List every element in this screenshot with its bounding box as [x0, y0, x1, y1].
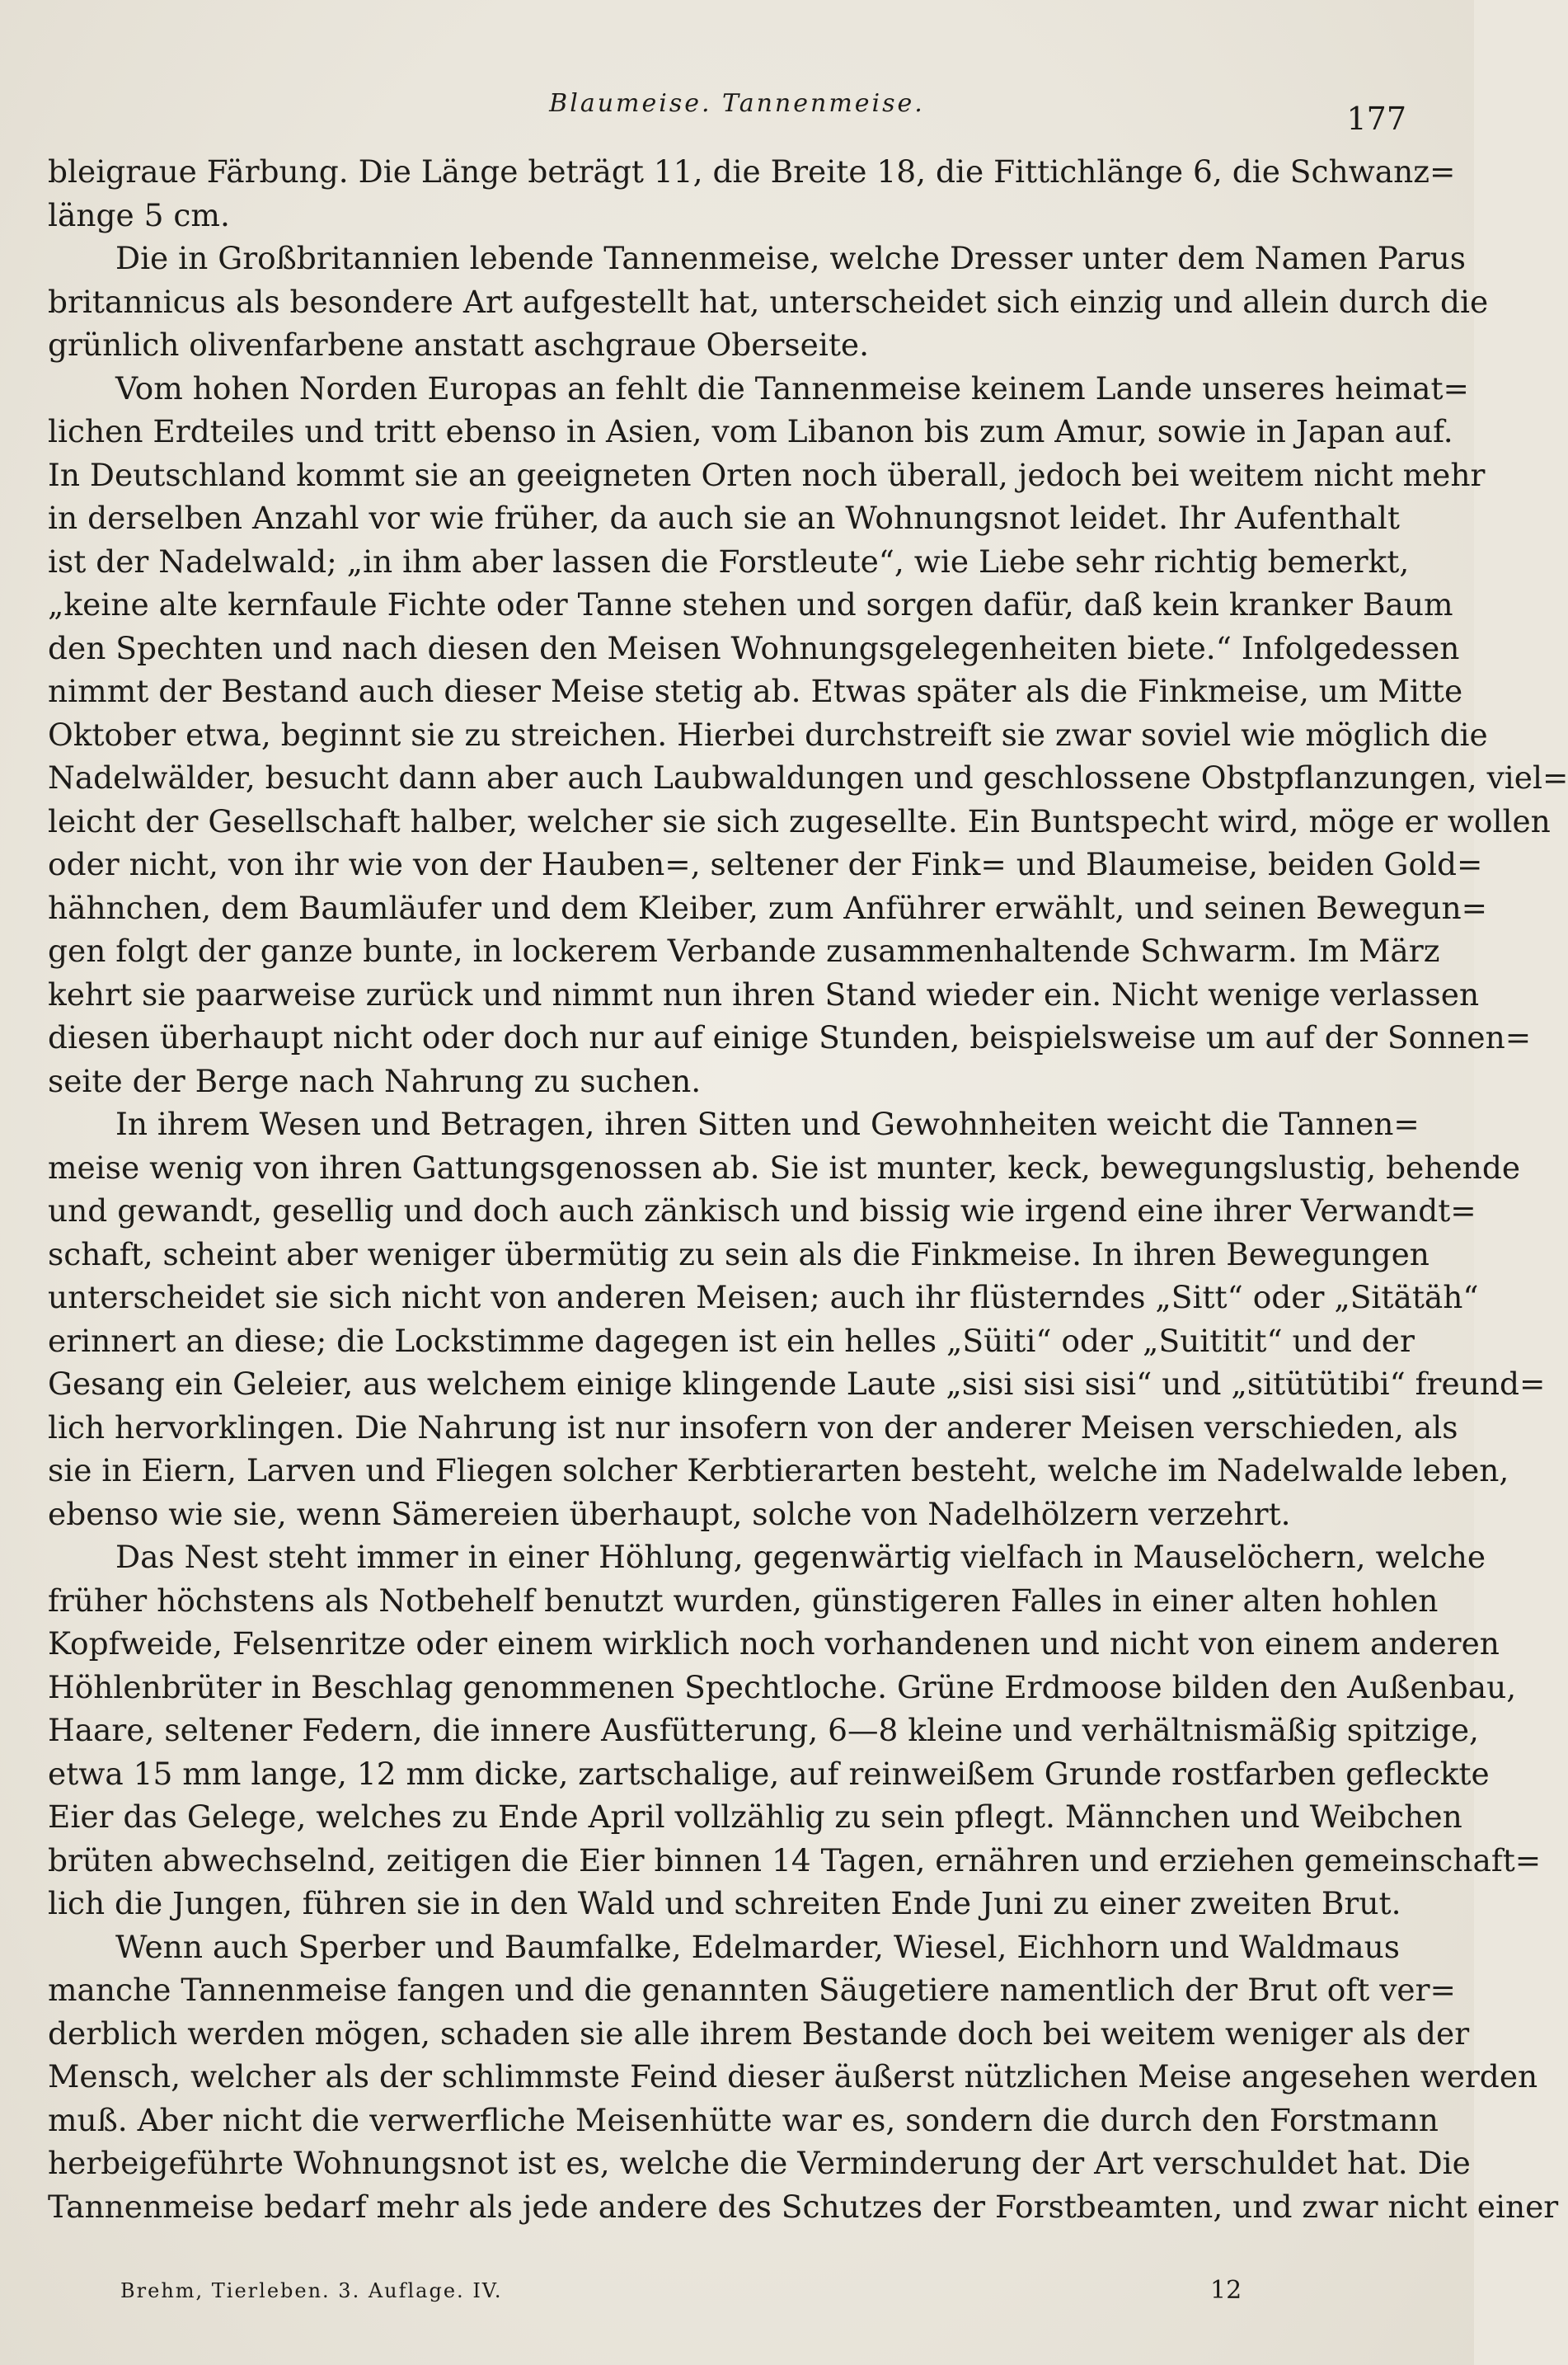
- text-line: etwa 15 mm lange, 12 mm dicke, zartschalige, auf reinweißem Grunde rostfarben gefleckte: [48, 1755, 1490, 1792]
- text-line: oder nicht, von ihr wie von der Hauben=, seltener der Fink= und Blaumeise, beiden Gold=: [48, 846, 1483, 882]
- text-line: gen folgt der ganze bunte, in lockerem Verbande zusammenhaltende Schwarm. Im März: [48, 933, 1440, 969]
- text-line: leicht der Gesellschaft halber, welcher sie sich zugesellte. Ein Buntspecht wird, möge er wollen: [48, 802, 1551, 839]
- text-line: Nadelwälder, besucht dann aber auch Laubwaldungen und geschlossene Obstpflanzungen, viel=: [48, 759, 1568, 796]
- text-line: früher höchstens als Notbehelf benutzt wurden, günstigeren Falles in einer alten hohlen: [48, 1582, 1439, 1619]
- text-line: lich hervorklingen. Die Nahrung ist nur insofern von der anderer Meisen verschieden, als: [48, 1408, 1458, 1446]
- text-line: britannicus als besondere Art aufgestellt hat, unterscheidet sich einzig und allein durch die: [48, 283, 1489, 320]
- text-line: bleigraue Färbung. Die Länge beträgt 11, die Breite 18, die Fittichlänge 6, die Schwanz=: [48, 153, 1456, 190]
- running-head: Blaumeise. Tannenmeise.: [549, 89, 925, 118]
- text-line: ebenso wie sie, wenn Sämereien überhaupt, solche von Nadelhölzern verzehrt.: [48, 1495, 1291, 1532]
- text-line: In Deutschland kommt sie an geeigneten Orten noch überall, jedoch bei weitem nicht mehr: [48, 456, 1486, 493]
- text-line: erinnert an diese; die Lockstimme dagegen ist ein helles „Süiti“ oder „Suititit“ und der: [48, 1322, 1415, 1359]
- text-line: grünlich olivenfarbene anstatt aschgraue Oberseite.: [48, 327, 870, 363]
- text-line: meise wenig von ihren Gattungsgenossen ab. Sie ist munter, keck, bewegungslustig, behende: [48, 1149, 1521, 1186]
- text-line: Haare, seltener Federn, die innere Ausfütterung, 6—8 kleine und verhältnismäßig spitzige,: [48, 1712, 1479, 1748]
- text-line: herbeigeführte Wohnungsnot ist es, welche die Verminderung der Art verschuldet hat. Die: [48, 2145, 1471, 2181]
- text-line: brüten abwechselnd, zeitigen die Eier binnen 14 Tagen, ernähren und erziehen gemeinschaft=: [48, 1841, 1542, 1878]
- text-line: Eier das Gelege, welches zu Ende April vollzählig zu sein pflegt. Männchen und Weibchen: [48, 1798, 1462, 1835]
- text-line: hähnchen, dem Baumläufer und dem Kleiber, zum Anführer erwählt, und seinen Bewegun=: [48, 889, 1488, 926]
- text-line: kehrt sie paarweise zurück und nimmt nun ihren Stand wieder ein. Nicht wenige verlassen: [48, 976, 1480, 1013]
- text-line: Das Nest steht immer in einer Höhlung, gegenwärtig vielfach in Mauselöchern, welche: [115, 1539, 1486, 1575]
- text-line: und gewandt, gesellig und doch auch zänkisch und bissig wie irgend eine ihrer Verwandt=: [48, 1192, 1476, 1229]
- text-line: sie in Eiern, Larven und Fliegen solcher Kerbtierarten besteht, welche im Nadelwalde leben,: [48, 1452, 1509, 1488]
- text-line: manche Tannenmeise fangen und die genannten Säugetiere namentlich der Brut oft ver=: [48, 1972, 1456, 2008]
- text-line: Die in Großbritannien lebende Tannenmeise, welche Dresser unter dem Namen Parus: [115, 240, 1467, 276]
- text-line: lich die Jungen, führen sie in den Wald und schreiten Ende Juni zu einer zweiten Brut.: [48, 1885, 1401, 1921]
- text-line: Gesang ein Geleier, aus welchem einige klingende Laute „sisi sisi sisi“ und „sitütütibi“ freund=: [48, 1366, 1546, 1402]
- text-line: ist der Nadelwald; „in ihm aber lassen die Forstleute“, wie Liebe sehr richtig bemerkt,: [48, 543, 1410, 580]
- text-line: schaft, scheint aber weniger übermütig zu sein als die Finkmeise. In ihren Bewegungen: [48, 1235, 1430, 1272]
- text-line: in derselben Anzahl vor wie früher, da auch sie an Wohnungsnot leidet. Ihr Aufenthalt: [48, 500, 1400, 536]
- footer-citation: Brehm, Tierleben. 3. Auflage. IV.: [120, 2279, 503, 2302]
- text-line: Wenn auch Sperber und Baumfalke, Edelmarder, Wiesel, Eichhorn und Waldmaus: [115, 1928, 1400, 1965]
- text-line: Höhlenbrüter in Beschlag genommenen Spechtloche. Grüne Erdmoose bilden den Außenbau,: [48, 1668, 1517, 1705]
- text-line: muß. Aber nicht die verwerfliche Meisenhütte war es, sondern die durch den Forstmann: [48, 2101, 1439, 2138]
- text-line: den Spechten und nach diesen den Meisen Wohnungsgelegenheiten biete.“ Infolgedessen: [48, 629, 1460, 666]
- text-line: nimmt der Bestand auch dieser Meise stetig ab. Etwas später als die Finkmeise, um Mitte: [48, 673, 1463, 709]
- text-line: Oktober etwa, beginnt sie zu streichen. Hierbei durchstreift sie zwar soviel wie möglich die: [48, 716, 1488, 753]
- body-text: [48, 150, 1568, 2228]
- text-line: lichen Erdteiles und tritt ebenso in Asien, vom Libanon bis zum Amur, sowie in Japan auf.: [48, 413, 1453, 449]
- text-line: länge 5 cm.: [48, 196, 230, 233]
- text-line: diesen überhaupt nicht oder doch nur auf einige Stunden, beispielsweise um auf der Sonnen=: [48, 1019, 1532, 1056]
- text-line: Kopfweide, Felsenritze oder einem wirklich noch vorhandenen und nicht von einem anderen: [48, 1625, 1500, 1662]
- text-line: derblich werden mögen, schaden sie alle ihrem Bestande doch bei weitem weniger als der: [48, 2015, 1470, 2052]
- text-line: Tannenmeise bedarf mehr als jede andere des Schutzes der Forstbeamten, und zwar nicht einer: [48, 2188, 1559, 2225]
- text-line: Vom hohen Norden Europas an fehlt die Tannenmeise keinem Lande unseres heimat=: [115, 369, 1469, 407]
- signature-mark: 12: [1210, 2276, 1242, 2305]
- text-line: In ihrem Wesen und Betragen, ihren Sitten und Gewohnheiten weicht die Tannen=: [115, 1106, 1420, 1142]
- text-line: „keine alte kernfaule Fichte oder Tanne stehen und sorgen dafür, daß kein kranker Baum: [48, 586, 1453, 623]
- page-number: 177: [1346, 101, 1406, 137]
- text-line: seite der Berge nach Nahrung zu suchen.: [48, 1062, 702, 1099]
- text-line: Mensch, welcher als der schlimmste Feind dieser äußerst nützlichen Meise angesehen werden: [48, 2058, 1538, 2095]
- text-line: unterscheidet sie sich nicht von anderen Meisen; auch ihr flüsterndes „Sitt“ oder „Sitätäh“: [48, 1279, 1479, 1315]
